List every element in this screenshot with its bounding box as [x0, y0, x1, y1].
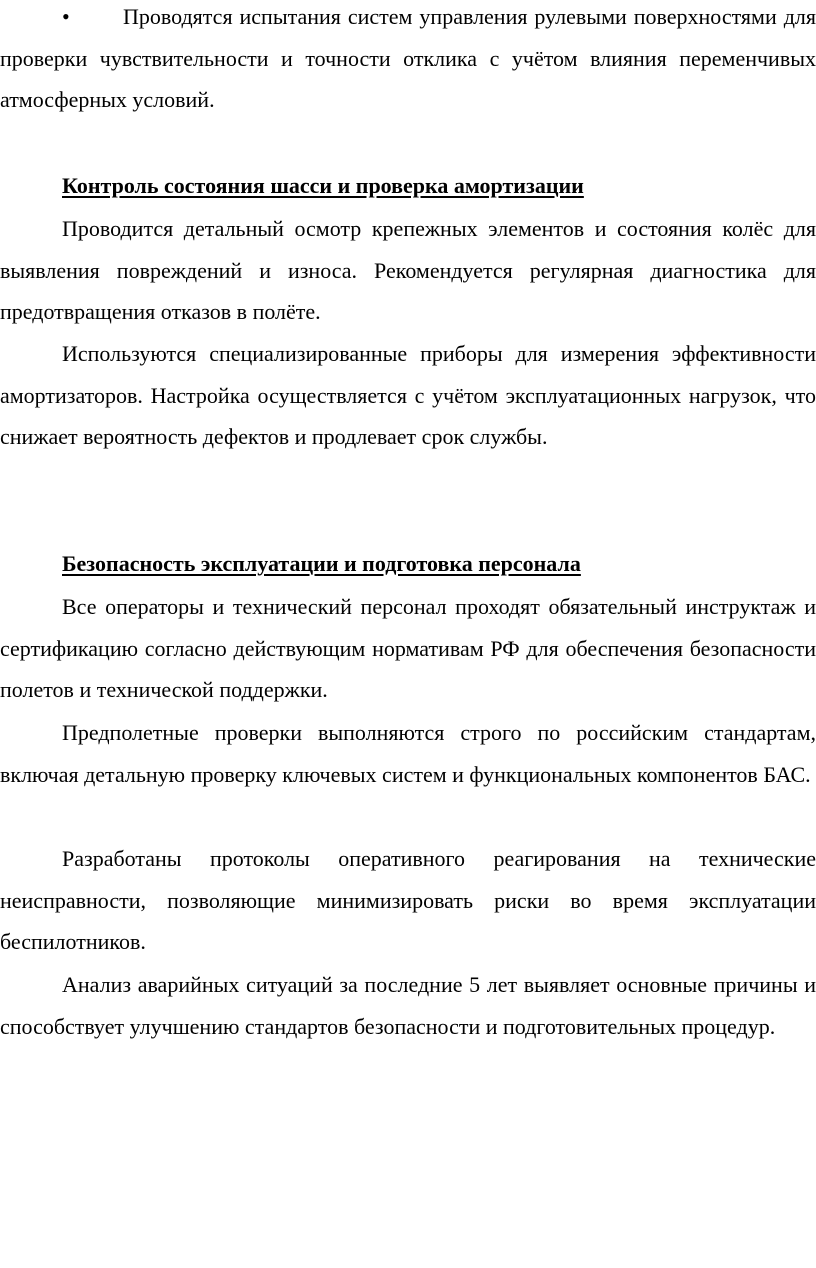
paragraph-preflight-checks: Предполетные проверки выполняются строго по российским стандартам, включая детальную проверку ключевых систем и функциональных компонентов БАС.	[0, 720, 816, 787]
bullet-icon: •	[62, 4, 70, 29]
section-heading-safety: Безопасность эксплуатации и подготовка персонала	[62, 551, 581, 576]
paragraph-accident-analysis: Анализ аварийных ситуаций за последние 5 лет выявляет основные причины и способствует улучшению стандартов безопасности и подготовительных процедур.	[0, 972, 816, 1039]
paragraph-response-protocols: Разработаны протоколы оперативного реагирования на технические неисправности, позволяющие минимизировать риски во время эксплуатации беспилотников.	[0, 846, 816, 954]
bullet-item-text: Проводятся испытания систем управления рулевыми поверхностями для проверки чувствительности и точности отклика с учётом влияния переменчивых атмосферных условий.	[0, 4, 816, 112]
paragraph-personnel-training: Все операторы и технический персонал проходят обязательный инструктаж и сертификацию согласно действующим нормативам РФ для обеспечения безопасности полетов и технической поддержки.	[0, 594, 816, 702]
bullet-list-item	[0, 0, 816, 121]
paragraph-shock-absorbers: Используются специализированные приборы для измерения эффективности амортизаторов. Настройка осуществляется с учётом эксплуатационных нагрузок, что снижает вероятность дефектов и продлевает срок службы.	[0, 341, 816, 449]
section-heading-chassis: Контроль состояния шасси и проверка амортизации	[62, 173, 584, 198]
paragraph-chassis-inspection: Проводится детальный осмотр крепежных элементов и состояния колёс для выявления повреждений и износа. Рекомендуется регулярная диагностика для предотвращения отказов в полёте.	[0, 216, 816, 324]
